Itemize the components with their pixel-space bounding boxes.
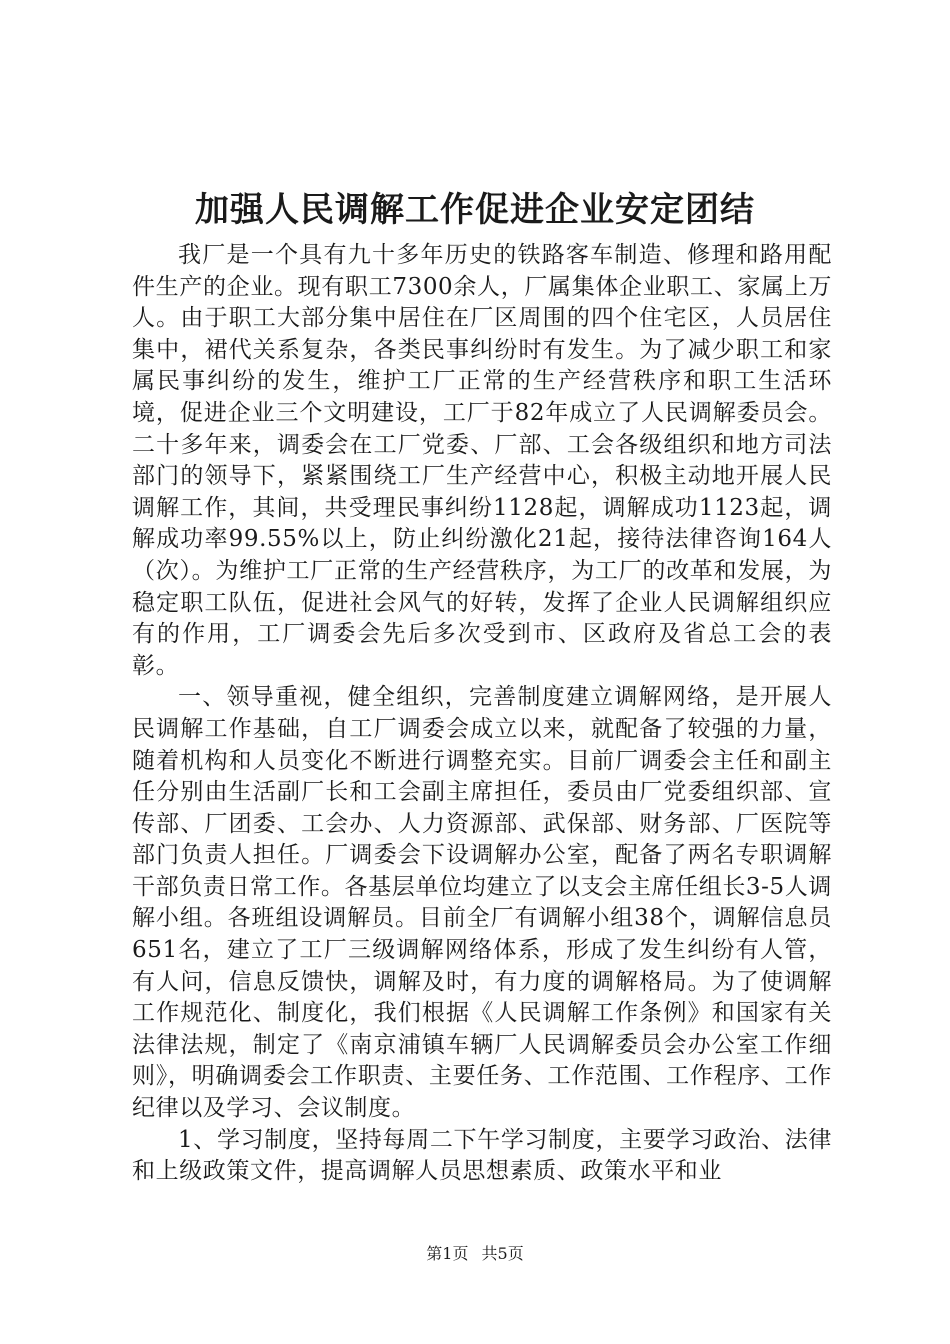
page-count: 共5页 (481, 1244, 524, 1263)
page-number: 第1页 (426, 1244, 469, 1263)
document-title: 加强人民调解工作促进企业安定团结 (195, 190, 755, 230)
body-paragraph: 一、领导重视，健全组织，完善制度建立调解网络，是开展人民调解工作基础，自工厂调委会成立以来，就配备了较强的力量，随着机构和人员变化不断进行调整充实。目前厂调委会主任和副主任分别由生活副厂长和工会副主席担任，委员由厂党委组织部、宣传部、厂团委、工会办、人力资源部、武保部、财务部、厂医院等部门负责人担任。厂调委会下设调解办公室，配备了两名专职调解干部负责日常工作。各基层单位均建立了以支会主席任组长3-5人调解小组。各班组设调解员。目前全厂有调解小组38个，调解信息员651名，建立了工厂三级调解网络体系，形成了发生纠纷有人管，有人问，信息反馈快，调解及时，有力度的调解格局。为了使调解工作规范化、制度化，我们根据《人民调解工作条例》和国家有关法律法规，制定了《南京浦镇车辆厂人民调解委员会办公室工作细则》，明确调委会工作职责、主要任务、工作范围、工作程序、工作纪律以及学习、会议制度。 (132, 684, 832, 1122)
document-body (132, 240, 832, 1188)
page-footer (0, 1243, 950, 1265)
body-paragraph: 我厂是一个具有九十多年历史的铁路客车制造、修理和路用配件生产的企业。现有职工7300余人，厂属集体企业职工、家属上万人。由于职工大部分集中居住在厂区周围的四个住宅区，人员居住集中，裙代关系复杂，各类民事纠纷时有发生。为了减少职工和家属民事纠纷的发生，维护工厂正常的生产经营秩序和职工生活环境，促进企业三个文明建设，工厂于82年成立了人民调解委员会。二十多年来，调委会在工厂党委、厂部、工会各级组织和地方司法部门的领导下，紧紧围绕工厂生产经营中心，积极主动地开展人民调解工作，其间，共受理民事纠纷1128起，调解成功1123起，调解成功率99.55%以上，防止纠纷激化21起，接待法律咨询164人（次）。为维护工厂正常的生产经营秩序，为工厂的改革和发展，为稳定职工队伍，促进社会风气的好转，发挥了企业人民调解组织应有的作用，工厂调委会先后多次受到市、区政府及省总工会的表彰。 (132, 242, 832, 679)
body-paragraph: 1、学习制度，坚持每周二下午学习制度，主要学习政治、法律和上级政策文件，提高调解人员思想素质、政策水平和业 (132, 1126, 832, 1185)
